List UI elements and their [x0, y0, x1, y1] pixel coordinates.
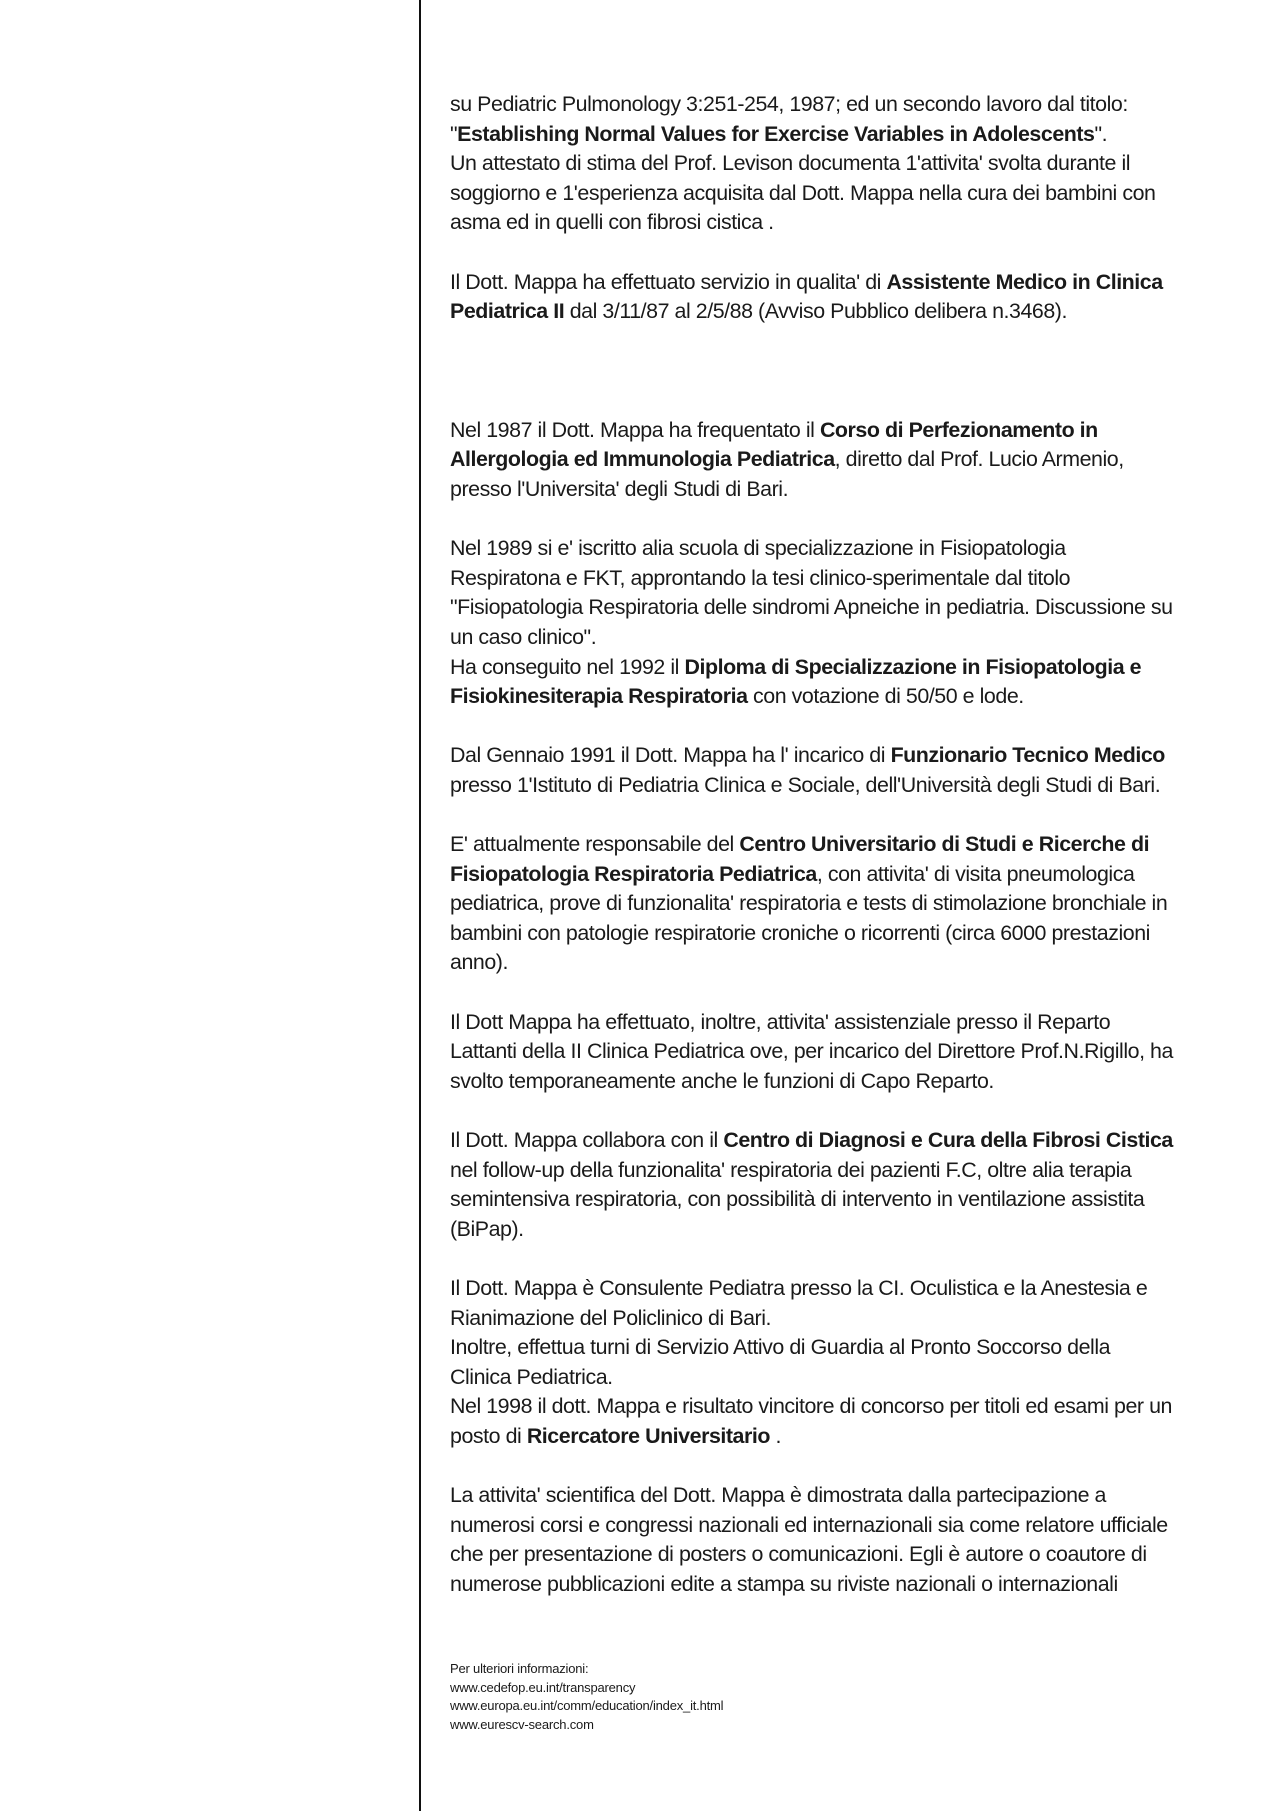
text-line [450, 90, 1210, 120]
text-run: Nel 1989 si e' iscritto alia scuola di specializzazione in Fisiopatologia [450, 536, 1066, 561]
text-run: dal 3/11/87 al 2/5/88 (Avviso Pubblico delibera n.3468). [564, 299, 1067, 324]
text-line [450, 1067, 1210, 1097]
text-line [450, 1333, 1210, 1363]
text-run: Ha conseguito nel 1992 il [450, 654, 685, 679]
text-run: Il Dott. Mappa ha effettuato servizio in qualita' di [450, 269, 887, 294]
bold-text: Pediatrica II [450, 299, 565, 324]
text-line [450, 1008, 1210, 1038]
text-line [450, 1540, 1210, 1570]
text-run: soggiorno e 1'esperienza acquisita dal Dott. Mappa nella cura dei bambini con [450, 180, 1156, 205]
text-run: Un attestato di stima del Prof. Levison documenta 1'attivita' svolta durante il [450, 151, 1131, 176]
text-run: Inoltre, effettua turni di Servizio Attivo di Guardia al Pronto Soccorso della [450, 1335, 1111, 1360]
bold-text: Centro di Diagnosi e Cura della Fibrosi Cistica [723, 1128, 1173, 1152]
text-line [450, 1304, 1210, 1334]
bold-text: Establishing Normal Values for Exercise Variables in Adolescents [457, 121, 1095, 146]
text-run: Rianimazione del Policlinico di Bari. [450, 1305, 772, 1330]
text-line [450, 297, 1210, 327]
text-line [450, 416, 1210, 446]
text-line [450, 919, 1210, 949]
text-line [450, 120, 1210, 150]
text-run: . [769, 1423, 781, 1448]
text-run: Nel 1998 il dott. Mappa e risultato vincitore di concorso per titoli ed esami per un [450, 1394, 1172, 1419]
bold-text: Ricercatore Universitario [526, 1423, 770, 1448]
text-line [450, 208, 1210, 238]
text-line [450, 1215, 1210, 1245]
text-run: " [450, 121, 458, 146]
paragraph [450, 268, 1210, 327]
text-line [450, 653, 1210, 683]
text-line [450, 682, 1210, 712]
paragraph [450, 1481, 1210, 1599]
footer-link-cedefop[interactable]: www.cedefop.eu.int/transparency [450, 1679, 636, 1695]
text-line [450, 564, 1210, 594]
bold-text: Fisiokinesiterapia Respiratoria [450, 684, 748, 709]
text-line [450, 1392, 1210, 1422]
text-run: , con attivita' di visita pneumologica [816, 861, 1135, 886]
text-run: che per presentazione di posters o comunicazioni. Egli è autore o coautore di [450, 1542, 1147, 1567]
text-run: Respiratona e FKT, approntando la tesi clinico-sperimentale dal titolo [450, 565, 1071, 590]
text-run: svolto temporaneamente anche le funzioni di Capo Reparto. [450, 1068, 994, 1093]
text-run: Il Dott. Mappa collabora con il [450, 1128, 724, 1152]
text-run: Nel 1987 il Dott. Mappa ha frequentato il [450, 417, 820, 442]
text-run: , diretto dal Prof. Lucio Armenio, [834, 447, 1124, 472]
text-line [450, 475, 1210, 505]
text-run: E' attualmente responsabile del [450, 832, 740, 857]
text-line [450, 534, 1210, 564]
text-line [450, 593, 1210, 623]
bold-text: Assistente Medico in Clinica [886, 269, 1163, 294]
text-run: asma ed in quelli con fibrosi cistica . [450, 210, 774, 235]
text-run: presso l'Universita' degli Studi di Bari. [450, 476, 789, 501]
text-run: Clinica Pediatrica. [450, 1364, 613, 1389]
paragraph [450, 416, 1210, 505]
footer-link-europa[interactable]: www.europa.eu.int/comm/education/index_it.html [450, 1698, 724, 1713]
text-run: Dal Gennaio 1991 il Dott. Mappa ha l' incarico di [450, 743, 891, 768]
text-run: nel follow-up della funzionalita' respiratoria dei pazienti F.C, oltre alia terapia [450, 1157, 1132, 1182]
text-run: presso 1'Istituto di Pediatria Clinica e Sociale, dell'Università degli Studi di Bari. [450, 772, 1161, 797]
text-run: La attivita' scientifica del Dott. Mappa è dimostrata dalla partecipazione a [450, 1483, 1106, 1508]
text-line [450, 948, 1210, 978]
document-body [450, 90, 1210, 1629]
text-run: semintensiva respiratoria, con possibilità di intervento in ventilazione assistita [450, 1187, 1145, 1212]
text-line [450, 830, 1210, 860]
text-run: Lattanti della II Clinica Pediatrica ove, per incarico del Direttore Prof.N.Rigillo, ha [450, 1039, 1173, 1064]
footer [450, 1660, 950, 1734]
text-line [450, 268, 1210, 298]
text-line [450, 623, 1210, 653]
text-run: numerose pubblicazioni edite a stampa su riviste nazionali o internazionali [450, 1571, 1118, 1596]
text-run: numerosi corsi e congressi nazionali ed internazionali sia come relatore ufficiale [450, 1512, 1168, 1537]
text-line [450, 1037, 1210, 1067]
paragraph [450, 830, 1210, 978]
text-run: su Pediatric Pulmonology 3:251-254, 1987; ed un secondo lavoro dal titolo: [450, 92, 1128, 116]
text-line [450, 860, 1210, 890]
text-run: bambini con patologie respiratorie croniche o ricorrenti (circa 6000 prestazioni [450, 920, 1150, 945]
bold-text: Funzionario Tecnico Medico [890, 743, 1165, 768]
text-run: posto di [450, 1423, 527, 1448]
text-line [450, 1511, 1210, 1541]
text-run: ". [1094, 121, 1108, 146]
bold-text: Fisiopatologia Respiratoria Pediatrica [450, 861, 817, 886]
paragraph [450, 534, 1210, 712]
text-line [450, 1570, 1210, 1600]
footer-link-eurescv[interactable]: www.eurescv-search.com [450, 1716, 594, 1732]
paragraph [450, 1126, 1210, 1244]
text-line [450, 771, 1210, 801]
text-line [450, 889, 1210, 919]
footer-heading: Per ulteriori informazioni: [450, 1661, 589, 1676]
text-line [450, 179, 1210, 209]
text-run: anno). [450, 950, 508, 975]
text-line [450, 1363, 1210, 1393]
paragraph [450, 90, 1210, 238]
paragraph [450, 1274, 1210, 1452]
text-line [450, 1156, 1210, 1186]
text-run: Il Dott. Mappa è Consulente Pediatra presso la CI. Oculistica e la Anestesia e [450, 1275, 1148, 1300]
text-run: (BiPap). [450, 1216, 524, 1241]
text-run: Il Dott Mappa ha effettuato, inoltre, attivita' assistenziale presso il Reparto [450, 1009, 1111, 1034]
paragraph [450, 741, 1210, 800]
text-line [450, 1422, 1210, 1452]
bold-text: Centro Universitario di Studi e Ricerche di [739, 832, 1150, 857]
bold-text: Diploma di Specializzazione in Fisiopatologia e [684, 654, 1142, 679]
bold-text: Allergologia ed Immunologia Pediatrica [450, 447, 835, 472]
text-run: pediatrica, prove di funzionalita' respiratoria e tests di stimolazione bronchiale in [450, 891, 1168, 916]
text-run: con votazione di 50/50 e lode. [747, 684, 1024, 709]
text-run: un caso clinico". [450, 624, 597, 649]
text-line [450, 149, 1210, 179]
text-line [450, 1185, 1210, 1215]
left-margin-rule [419, 0, 421, 1811]
bold-text: Corso di Perfezionamento in [819, 417, 1098, 442]
text-line [450, 1274, 1210, 1304]
text-run: "Fisiopatologia Respiratoria delle sindromi Apneiche in pediatria. Discussione su [450, 595, 1173, 620]
text-line [450, 1481, 1210, 1511]
text-line [450, 445, 1210, 475]
paragraph [450, 1008, 1210, 1097]
text-line [450, 1126, 1210, 1156]
text-line [450, 741, 1210, 771]
